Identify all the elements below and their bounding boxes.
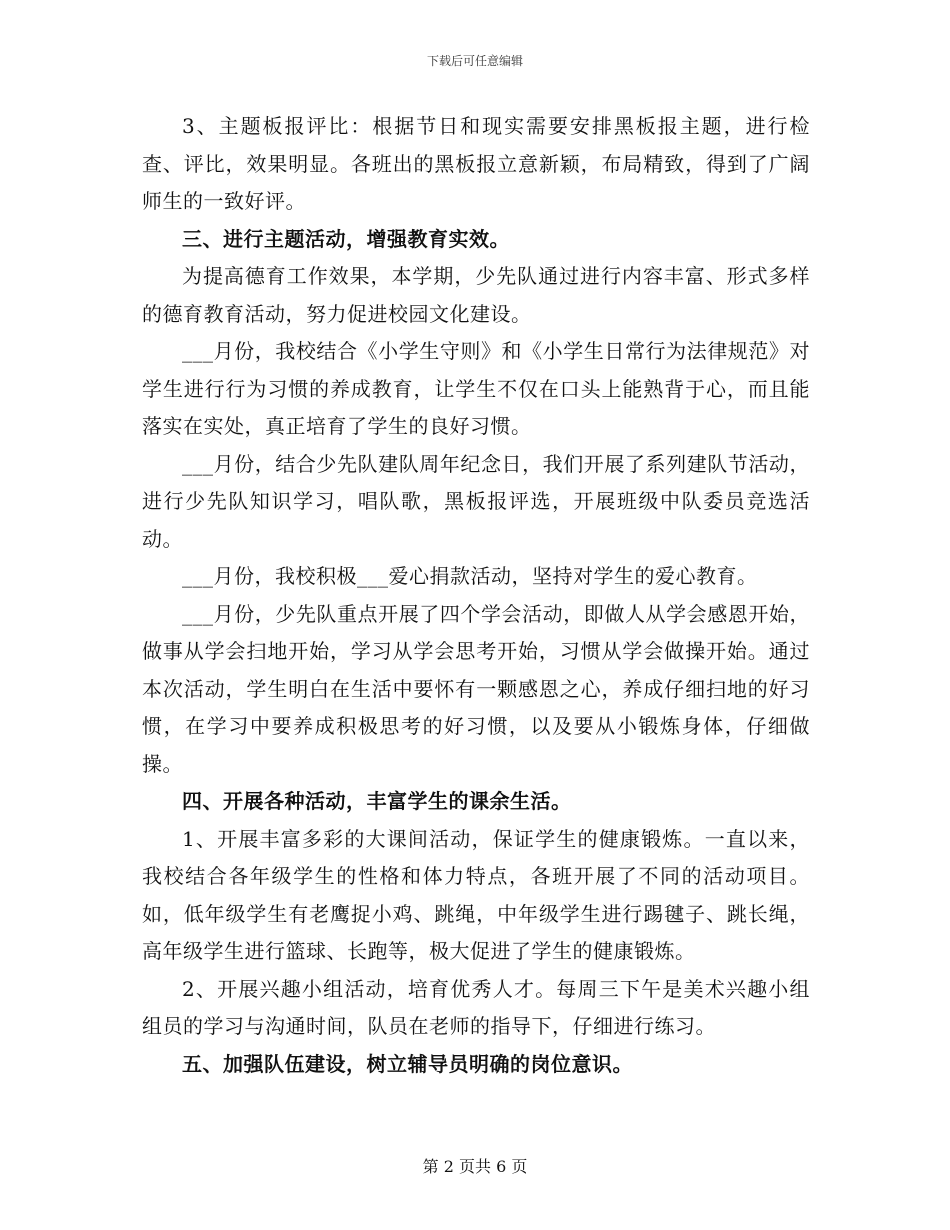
- section-heading-5: 五、加强队伍建设，树立辅导员明确的岗位意识。: [182, 1051, 633, 1076]
- paragraph-four-learnings: ___月份，少先队重点开展了四个学会活动，即做人从学会感恩开始，做事从学会扫地开始，学习从学会思考开始，习惯从学会做操开始。通过本次活动，学生明白在生活中要怀有一颗感恩之心，养成仔细扫地的好习惯，在学习中要养成积极思考的好习惯，以及要从小锻炼身体，仔细做操。: [142, 601, 810, 776]
- document-body: [142, 108, 810, 1083]
- section-heading-3: 三、进行主题活动，增强教育实效。: [182, 226, 510, 251]
- paragraph-interest-groups: 2、开展兴趣小组活动，培育优秀人才。每周三下午是美术兴趣小组组员的学习与沟通时间，队员在老师的指导下，仔细进行练习。: [142, 976, 810, 1038]
- section-heading-4: 四、开展各种活动，丰富学生的课余生活。: [182, 789, 572, 813]
- paragraph-theme-blackboard: 3、主题板报评比：根据节日和现实需要安排黑板报主题，进行检查、评比，效果明显。各班出的黑板报立意新颖，布局精致，得到了广阔师生的一致好评。: [142, 114, 810, 213]
- paragraph-charity-donation: ___月份，我校积极___爱心捐款活动，坚持对学生的爱心教育。: [182, 564, 758, 588]
- paragraph-recess-activities: 1、开展丰富多彩的大课间活动，保证学生的健康锻炼。一直以来，我校结合各年级学生的性格和体力特点，各班开展了不同的活动项目。如，低年级学生有老鹰捉小鸡、跳绳，中年级学生进行踢毽子、跳长绳，高年级学生进行篮球、长跑等，极大促进了学生的健康锻炼。: [142, 826, 810, 963]
- page-number: 第 2 页共 6 页: [422, 1157, 528, 1176]
- paragraph-moral-education: 为提高德育工作效果，本学期，少先队通过进行内容丰富、形式多样的德育教育活动，努力促进校园文化建设。: [142, 264, 810, 326]
- paragraph-behavior-habits: ___月份，我校结合《小学生守则》和《小学生日常行为法律规范》对学生进行行为习惯的养成教育，让学生不仅在口头上能熟背于心，而且能落实在实处，真正培育了学生的良好习惯。: [142, 339, 810, 438]
- paragraph-team-anniversary: ___月份，结合少先队建队周年纪念日，我们开展了系列建队节活动，进行少先队知识学习，唱队歌，黑板报评选，开展班级中队委员竞选活动。: [142, 451, 810, 551]
- page-header: 下载后可任意编辑: [426, 54, 523, 68]
